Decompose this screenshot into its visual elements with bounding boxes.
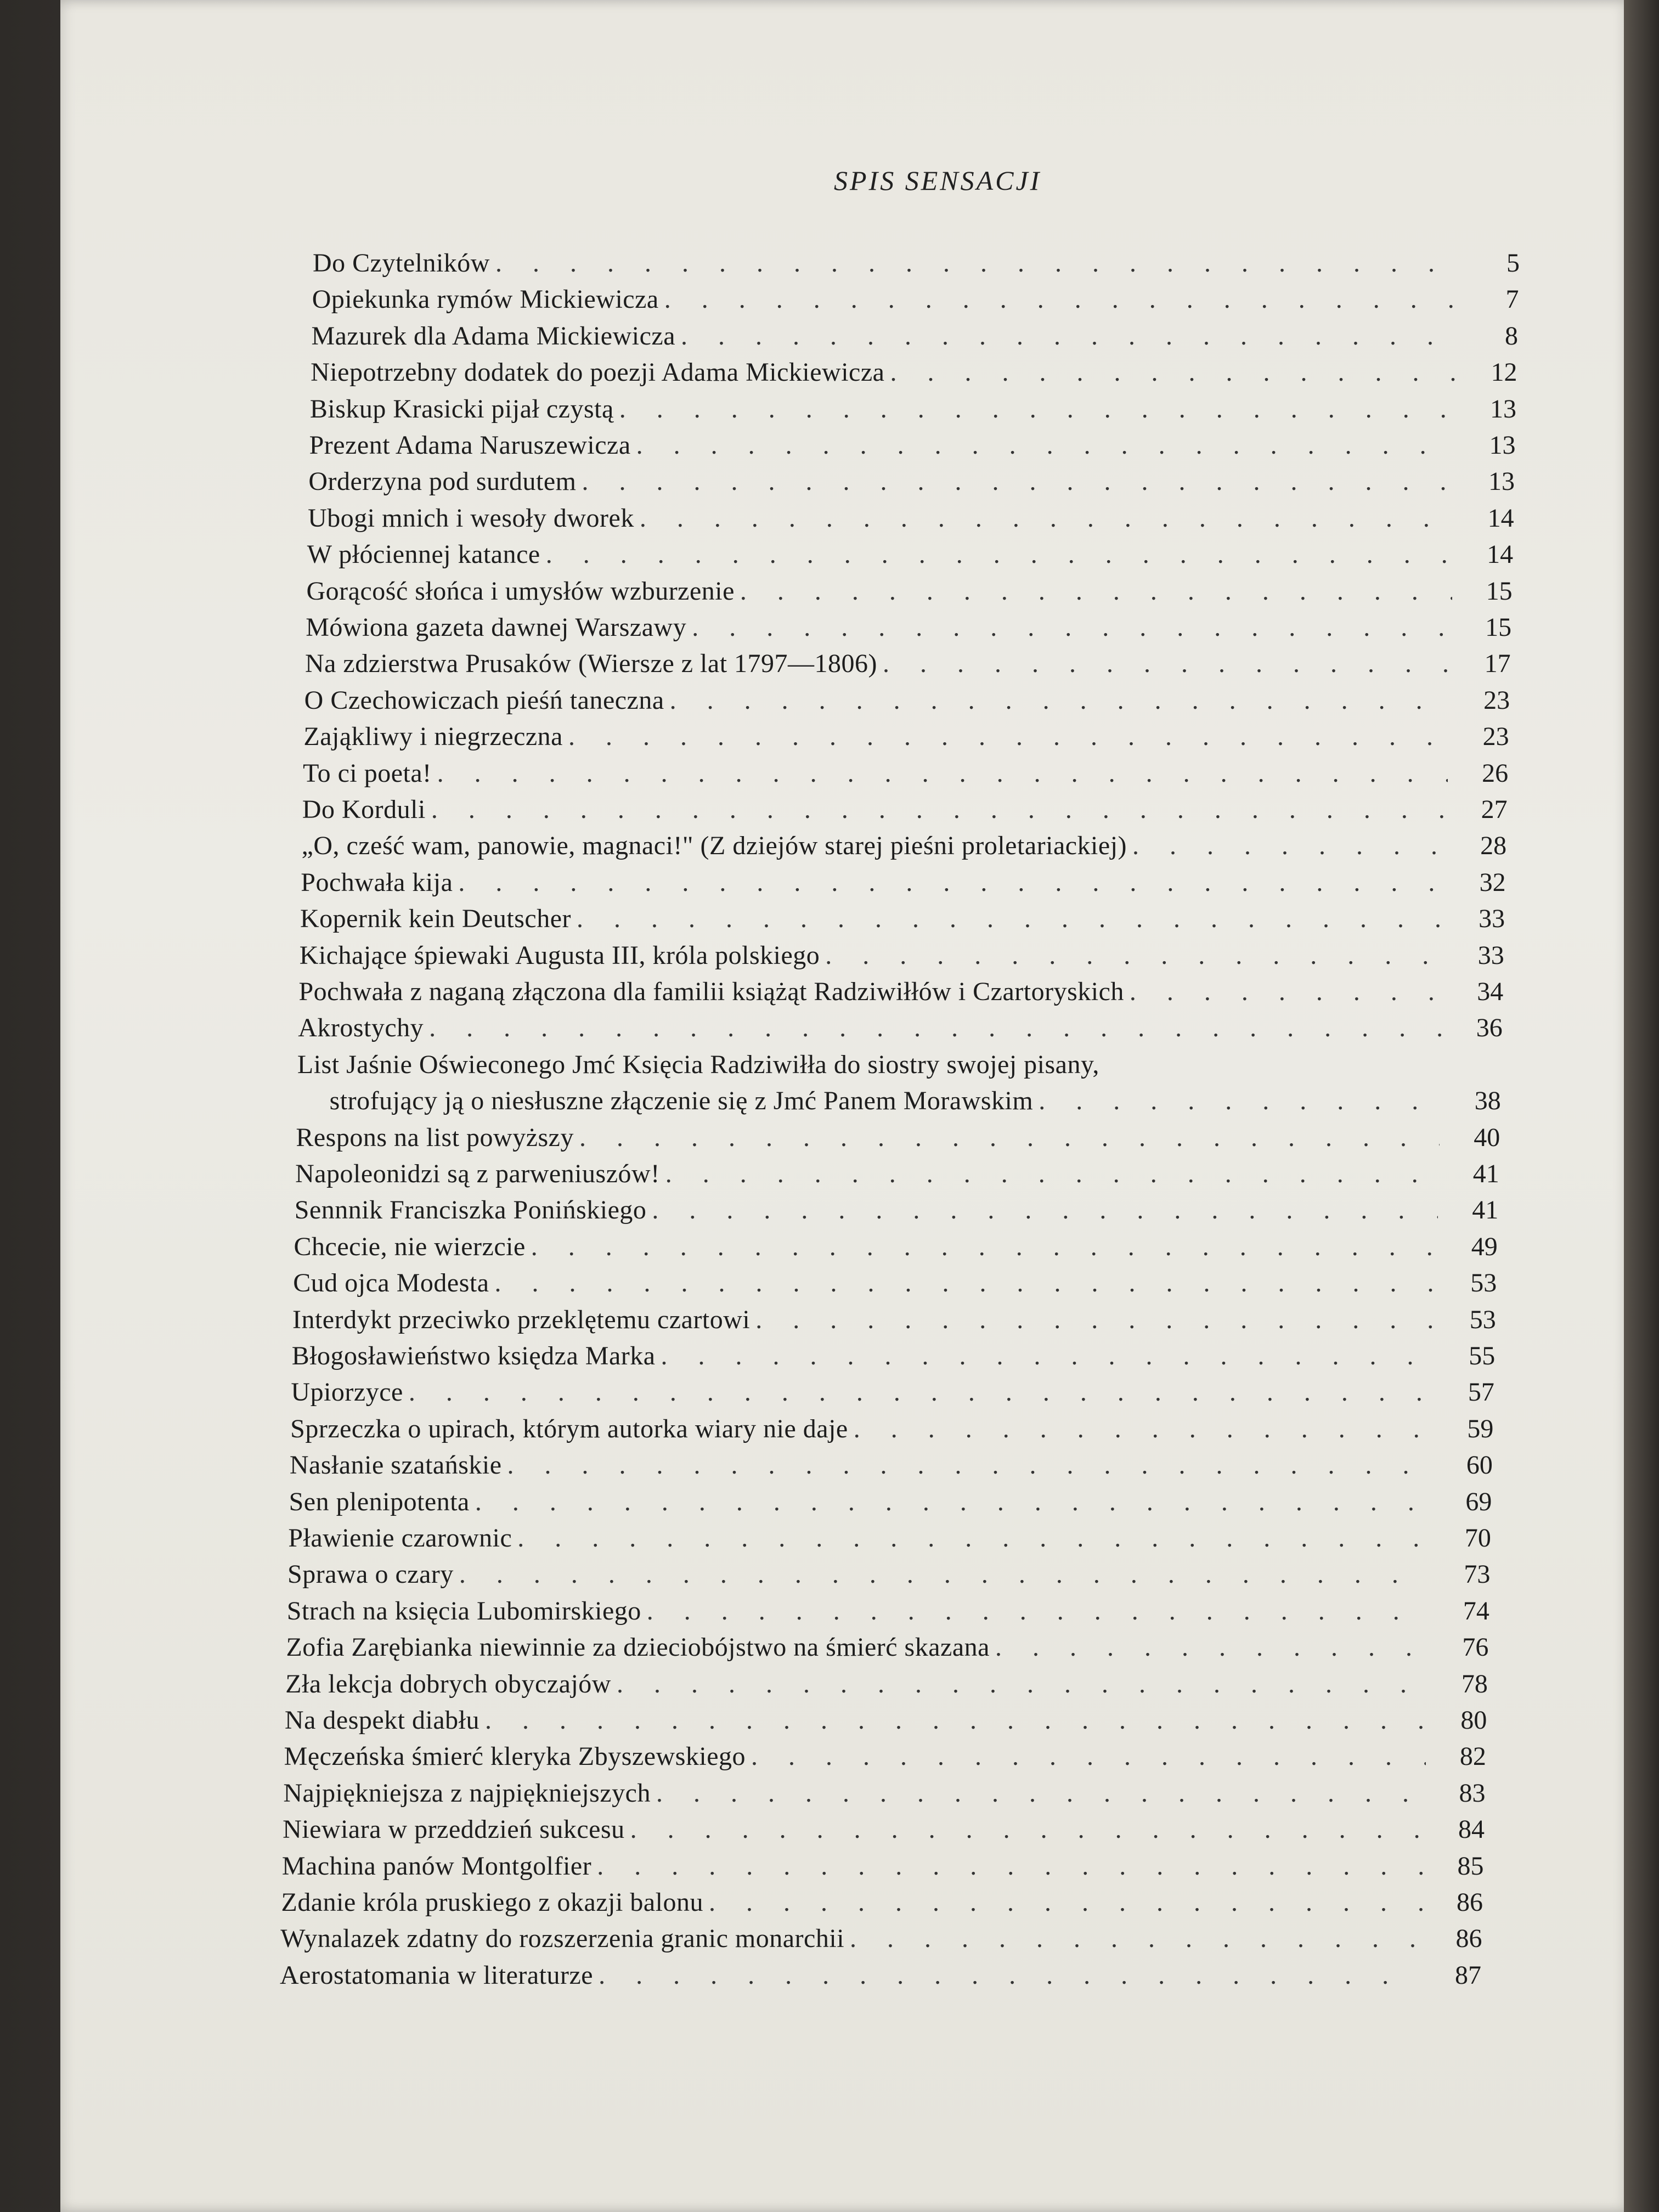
toc-entry-title: Prezent Adama Naruszewicza bbox=[309, 431, 631, 460]
toc-leader-dots bbox=[656, 1777, 1425, 1810]
toc-entry-page: 33 bbox=[1479, 904, 1505, 934]
toc-entry-title: To ci poeta! bbox=[303, 758, 432, 788]
toc-entry-title: Upiorzyce bbox=[291, 1378, 403, 1407]
toc-entry-page: 53 bbox=[1470, 1268, 1497, 1298]
toc-leader-dots bbox=[437, 757, 1448, 790]
toc-entry-page: 5 bbox=[1506, 249, 1520, 278]
toc-entry bbox=[310, 393, 1516, 426]
toc-entry-title: List Jaśnie Oświeconego Jmć Księcia Radziwiłła do siostry swojej pisany, bbox=[297, 1049, 1099, 1079]
toc-leader-dots bbox=[568, 720, 1449, 753]
toc-entry bbox=[303, 720, 1509, 753]
toc-entry-title: Sennnik Franciszka Ponińskiego bbox=[294, 1195, 647, 1225]
toc-entry bbox=[298, 1012, 1503, 1045]
toc-entry bbox=[283, 1777, 1485, 1810]
toc-entry-title: Sprzeczka o upirach, którym autorka wiary nie daje bbox=[290, 1414, 848, 1443]
toc-leader-dots bbox=[599, 1959, 1421, 1992]
toc-entry-title: Do Czytelników bbox=[313, 249, 490, 278]
toc-entry bbox=[294, 1231, 1498, 1263]
toc-entry bbox=[280, 1959, 1481, 1992]
toc-entry bbox=[312, 283, 1519, 316]
toc-entry bbox=[285, 1668, 1488, 1701]
toc-leader-dots bbox=[652, 1194, 1438, 1227]
toc-leader-dots bbox=[617, 1668, 1427, 1701]
toc-entry bbox=[286, 1631, 1488, 1664]
toc-entry-title: Do Korduli bbox=[302, 795, 426, 824]
toc-entry bbox=[290, 1413, 1493, 1446]
toc-entry-page: 59 bbox=[1467, 1414, 1494, 1443]
toc-entry-title: Pochwała z naganą złączona dla familii książąt Radziwiłłów i Czartoryskich bbox=[298, 977, 1124, 1006]
toc-entry-page: 23 bbox=[1483, 685, 1510, 715]
toc-entry-title: Sprawa o czary bbox=[287, 1560, 454, 1589]
toc-leader-dots bbox=[577, 902, 1444, 935]
toc-entry-page: 36 bbox=[1476, 1013, 1503, 1043]
toc-leader-dots bbox=[740, 575, 1452, 608]
toc-leader-dots bbox=[883, 647, 1451, 680]
toc-entry bbox=[300, 902, 1505, 935]
toc-entry-title: Zdanie króla pruskiego z okazji balonu bbox=[281, 1888, 703, 1917]
toc-entry-page: 40 bbox=[1474, 1122, 1500, 1152]
toc-entry-title: Zająkliwy i niegrzeczna bbox=[303, 722, 563, 752]
toc-entry-page: 70 bbox=[1464, 1523, 1491, 1553]
toc-entry-page: 15 bbox=[1486, 576, 1513, 606]
toc-entry-page: 82 bbox=[1459, 1742, 1486, 1771]
toc-entry-title: Gorącość słońca i umysłów wzburzenie bbox=[306, 576, 735, 606]
toc-entry bbox=[282, 1850, 1484, 1883]
toc-entry-page: 14 bbox=[1487, 503, 1514, 533]
toc-leader-dots bbox=[709, 1886, 1423, 1919]
toc-leader-dots bbox=[517, 1522, 1431, 1555]
toc-entry-page: 76 bbox=[1462, 1633, 1489, 1662]
toc-entry-page: 84 bbox=[1458, 1815, 1485, 1844]
toc-entry bbox=[297, 1048, 1502, 1081]
toc-entry-page: 55 bbox=[1469, 1341, 1496, 1370]
toc-entry-page: 13 bbox=[1490, 394, 1517, 424]
toc-entry-title: strofujący ją o niesłuszne złączenie się z Jmć Panem Morawskim bbox=[329, 1086, 1034, 1116]
toc-leader-dots bbox=[458, 866, 1445, 899]
page-title: SPIS SENSACJI bbox=[834, 165, 1042, 196]
toc-entry-page: 12 bbox=[1491, 358, 1517, 387]
toc-entry bbox=[309, 429, 1516, 462]
toc-entry bbox=[288, 1522, 1491, 1555]
toc-leader-dots bbox=[751, 1740, 1426, 1773]
toc-leader-dots bbox=[630, 1813, 1424, 1846]
toc-leader-dots bbox=[1039, 1085, 1441, 1118]
toc-leader-dots bbox=[579, 1121, 1440, 1154]
toc-entry-page: 33 bbox=[1477, 940, 1504, 970]
toc-entry-page: 41 bbox=[1472, 1195, 1499, 1225]
toc-entry-page: 23 bbox=[1482, 722, 1509, 752]
toc-entry-page: 38 bbox=[1474, 1086, 1501, 1116]
toc-entry-title: Kichające śpiewaki Augusta III, króla polskiego bbox=[299, 940, 820, 970]
toc-entry-title: Męczeńska śmierć kleryka Zbyszewskiego bbox=[284, 1742, 746, 1771]
toc-entry-title: Na zdzierstwa Prusaków (Wiersze z lat 1797—1806) bbox=[304, 649, 878, 679]
toc-leader-dots bbox=[619, 393, 1456, 426]
toc-entry-title: Napoleonidzi są z parweniuszów! bbox=[295, 1159, 660, 1188]
toc-entry-title: Cud ojca Modesta bbox=[293, 1268, 489, 1298]
toc-entry-title: Najpiękniejsza z najpiękniejszych bbox=[283, 1778, 651, 1808]
toc-entry-page: 85 bbox=[1457, 1851, 1484, 1881]
toc-entry bbox=[285, 1704, 1487, 1737]
toc-entry-title: Zła lekcja dobrych obyczajów bbox=[285, 1669, 611, 1699]
toc-entry bbox=[313, 247, 1520, 280]
toc-entry bbox=[297, 1085, 1501, 1118]
toc-entry bbox=[311, 320, 1518, 353]
toc-leader-dots bbox=[692, 611, 1451, 644]
book-page bbox=[60, 0, 1632, 2212]
toc-entry-page: 86 bbox=[1455, 1924, 1482, 1954]
toc-entry-title: Ubogi mnich i wesoły dworek bbox=[308, 503, 634, 533]
book-edge bbox=[1624, 0, 1659, 2212]
toc-entry-title: Niewiara w przeddzień sukcesu bbox=[283, 1815, 625, 1844]
toc-leader-dots bbox=[670, 684, 1449, 717]
toc-entry bbox=[300, 939, 1504, 972]
toc-entry bbox=[305, 647, 1511, 680]
toc-entry bbox=[281, 1886, 1483, 1919]
toc-entry-title: Akrostychy bbox=[298, 1013, 424, 1043]
toc-entry-page: 13 bbox=[1489, 431, 1516, 460]
toc-entry-page: 87 bbox=[1455, 1960, 1481, 1990]
toc-entry-page: 83 bbox=[1459, 1778, 1486, 1808]
toc-leader-dots bbox=[665, 1158, 1439, 1190]
toc-entry-title: Mazurek dla Adama Mickiewicza bbox=[311, 321, 675, 351]
toc-leader-dots bbox=[409, 1376, 1434, 1409]
toc-entry bbox=[308, 465, 1515, 498]
toc-entry bbox=[301, 866, 1505, 899]
toc-entry-page: 49 bbox=[1471, 1232, 1498, 1261]
toc-entry bbox=[292, 1340, 1496, 1373]
toc-entry bbox=[284, 1740, 1486, 1773]
toc-leader-dots bbox=[582, 465, 1455, 498]
toc-entry bbox=[302, 793, 1508, 826]
toc-entry-title: Chcecie, nie wierzcie bbox=[294, 1232, 526, 1261]
toc-entry-title: Orderzyna pod surdutem bbox=[308, 467, 577, 496]
toc-entry-title: Zofia Zarębianka niewinnie za dzieciobójstwo na śmierć skazana bbox=[286, 1633, 990, 1662]
toc-entry-page: 80 bbox=[1460, 1706, 1487, 1735]
toc-entry bbox=[311, 356, 1517, 389]
toc-entry-page: 8 bbox=[1505, 321, 1518, 351]
toc-leader-dots bbox=[531, 1231, 1437, 1263]
toc-entry-title: Opiekunka rymów Mickiewicza bbox=[312, 285, 659, 314]
toc-entry bbox=[280, 1922, 1482, 1955]
toc-leader-dots bbox=[640, 502, 1454, 535]
toc-entry-page: 53 bbox=[1469, 1305, 1496, 1334]
toc-leader-dots bbox=[1130, 975, 1443, 1008]
toc-entry bbox=[287, 1595, 1489, 1628]
toc-entry-page: 60 bbox=[1466, 1451, 1493, 1480]
toc-entry-title: Pławienie czarownic bbox=[288, 1523, 512, 1553]
toc-leader-dots bbox=[681, 320, 1458, 353]
toc-leader-dots bbox=[825, 939, 1443, 972]
toc-entry bbox=[308, 502, 1514, 535]
toc-leader-dots bbox=[850, 1922, 1421, 1955]
toc-leader-dots bbox=[597, 1850, 1423, 1883]
toc-leader-dots bbox=[475, 1486, 1432, 1519]
toc-entry-page: 78 bbox=[1461, 1669, 1488, 1699]
toc-leader-dots bbox=[755, 1304, 1436, 1336]
toc-entry bbox=[307, 575, 1513, 608]
toc-entry-title: Niepotrzebny dodatek do poezji Adama Mickiewicza bbox=[311, 358, 885, 387]
toc-entry bbox=[307, 538, 1513, 571]
toc-entry bbox=[304, 684, 1510, 717]
toc-entry bbox=[295, 1158, 1499, 1190]
toc-entry bbox=[303, 757, 1508, 790]
toc-entry bbox=[290, 1449, 1493, 1482]
toc-entry bbox=[306, 611, 1511, 644]
toc-entry-title: Kopernik kein Deutscher bbox=[300, 904, 572, 934]
toc-entry-page: 32 bbox=[1479, 867, 1506, 897]
toc-entry bbox=[287, 1558, 1490, 1591]
toc-entry-page: 15 bbox=[1485, 613, 1512, 642]
toc-entry-page: 73 bbox=[1464, 1560, 1491, 1589]
toc-entry bbox=[296, 1121, 1500, 1154]
toc-entry-title: Sen plenipotenta bbox=[289, 1487, 470, 1516]
toc-entry-title: Aerostatomania w literaturze bbox=[280, 1960, 594, 1990]
toc-entry bbox=[289, 1486, 1492, 1519]
toc-entry-page: 74 bbox=[1463, 1596, 1489, 1626]
toc-entry-page: 69 bbox=[1465, 1487, 1492, 1516]
toc-entry bbox=[298, 975, 1503, 1008]
toc-leader-dots bbox=[661, 1340, 1435, 1373]
toc-leader-dots bbox=[636, 429, 1455, 462]
toc-leader-dots bbox=[546, 538, 1453, 571]
toc-entry-page: 41 bbox=[1472, 1159, 1499, 1188]
toc-leader-dots bbox=[507, 1449, 1432, 1482]
table-of-contents bbox=[60, 0, 1632, 2212]
toc-leader-dots bbox=[1132, 830, 1446, 862]
toc-entry-title: Biskup Krasicki pijał czystą bbox=[309, 394, 614, 424]
toc-entry-title: Mówiona gazeta dawnej Warszawy bbox=[306, 613, 687, 642]
toc-leader-dots bbox=[495, 1267, 1437, 1300]
toc-entry-title: Wynalazek zdatny do rozszerzenia granic monarchii bbox=[280, 1924, 845, 1954]
toc-entry-title: W płóciennej katance bbox=[307, 540, 540, 569]
toc-entry-title: Machina panów Montgolfier bbox=[281, 1851, 592, 1881]
toc-entry-page: 86 bbox=[1456, 1888, 1483, 1917]
toc-leader-dots bbox=[495, 247, 1459, 280]
toc-entry-page: 26 bbox=[1482, 758, 1509, 788]
toc-entry-page: 17 bbox=[1484, 649, 1511, 679]
toc-entry-title: Interdykt przeciwko przeklętemu czartowi bbox=[292, 1305, 751, 1334]
toc-entry bbox=[293, 1267, 1497, 1300]
toc-entry-page: 28 bbox=[1480, 831, 1507, 861]
toc-entry-page: 13 bbox=[1488, 467, 1515, 496]
toc-entry-title: Strach na księcia Lubomirskiego bbox=[286, 1596, 641, 1626]
toc-entry bbox=[292, 1304, 1496, 1336]
toc-leader-dots bbox=[431, 793, 1447, 826]
toc-leader-dots bbox=[854, 1413, 1434, 1446]
toc-entry-page: 57 bbox=[1468, 1378, 1494, 1407]
toc-entry-page: 34 bbox=[1477, 977, 1504, 1006]
toc-leader-dots bbox=[429, 1012, 1442, 1045]
toc-entry-page: 27 bbox=[1481, 795, 1508, 824]
toc-leader-dots bbox=[647, 1595, 1429, 1628]
toc-entry-page: 7 bbox=[1505, 285, 1519, 314]
toc-leader-dots bbox=[459, 1558, 1430, 1591]
toc-entry bbox=[302, 830, 1507, 862]
toc-entry-title: Na despekt diabłu bbox=[284, 1706, 479, 1735]
toc-entry-title: Respons na list powyższy bbox=[296, 1122, 574, 1152]
toc-entry-page: 14 bbox=[1487, 540, 1514, 569]
toc-entry-title: Błogosławieństwo księdza Marka bbox=[291, 1341, 656, 1370]
toc-leader-dots bbox=[995, 1631, 1428, 1664]
toc-entry bbox=[283, 1813, 1485, 1846]
toc-leader-dots bbox=[485, 1704, 1426, 1737]
toc-leader-dots bbox=[664, 283, 1459, 316]
toc-entry bbox=[295, 1194, 1498, 1227]
toc-entry-title: O Czechowiczach pieśń taneczna bbox=[304, 685, 664, 715]
toc-leader-dots bbox=[890, 356, 1457, 389]
toc-entry-title: Pochwała kija bbox=[301, 867, 453, 897]
toc-entry-title: Nasłanie szatańskie bbox=[289, 1451, 502, 1480]
toc-entry-title: „O, cześć wam, panowie, magnaci!" (Z dziejów starej pieśni proletariackiej) bbox=[301, 831, 1127, 861]
toc-entry bbox=[291, 1376, 1494, 1409]
